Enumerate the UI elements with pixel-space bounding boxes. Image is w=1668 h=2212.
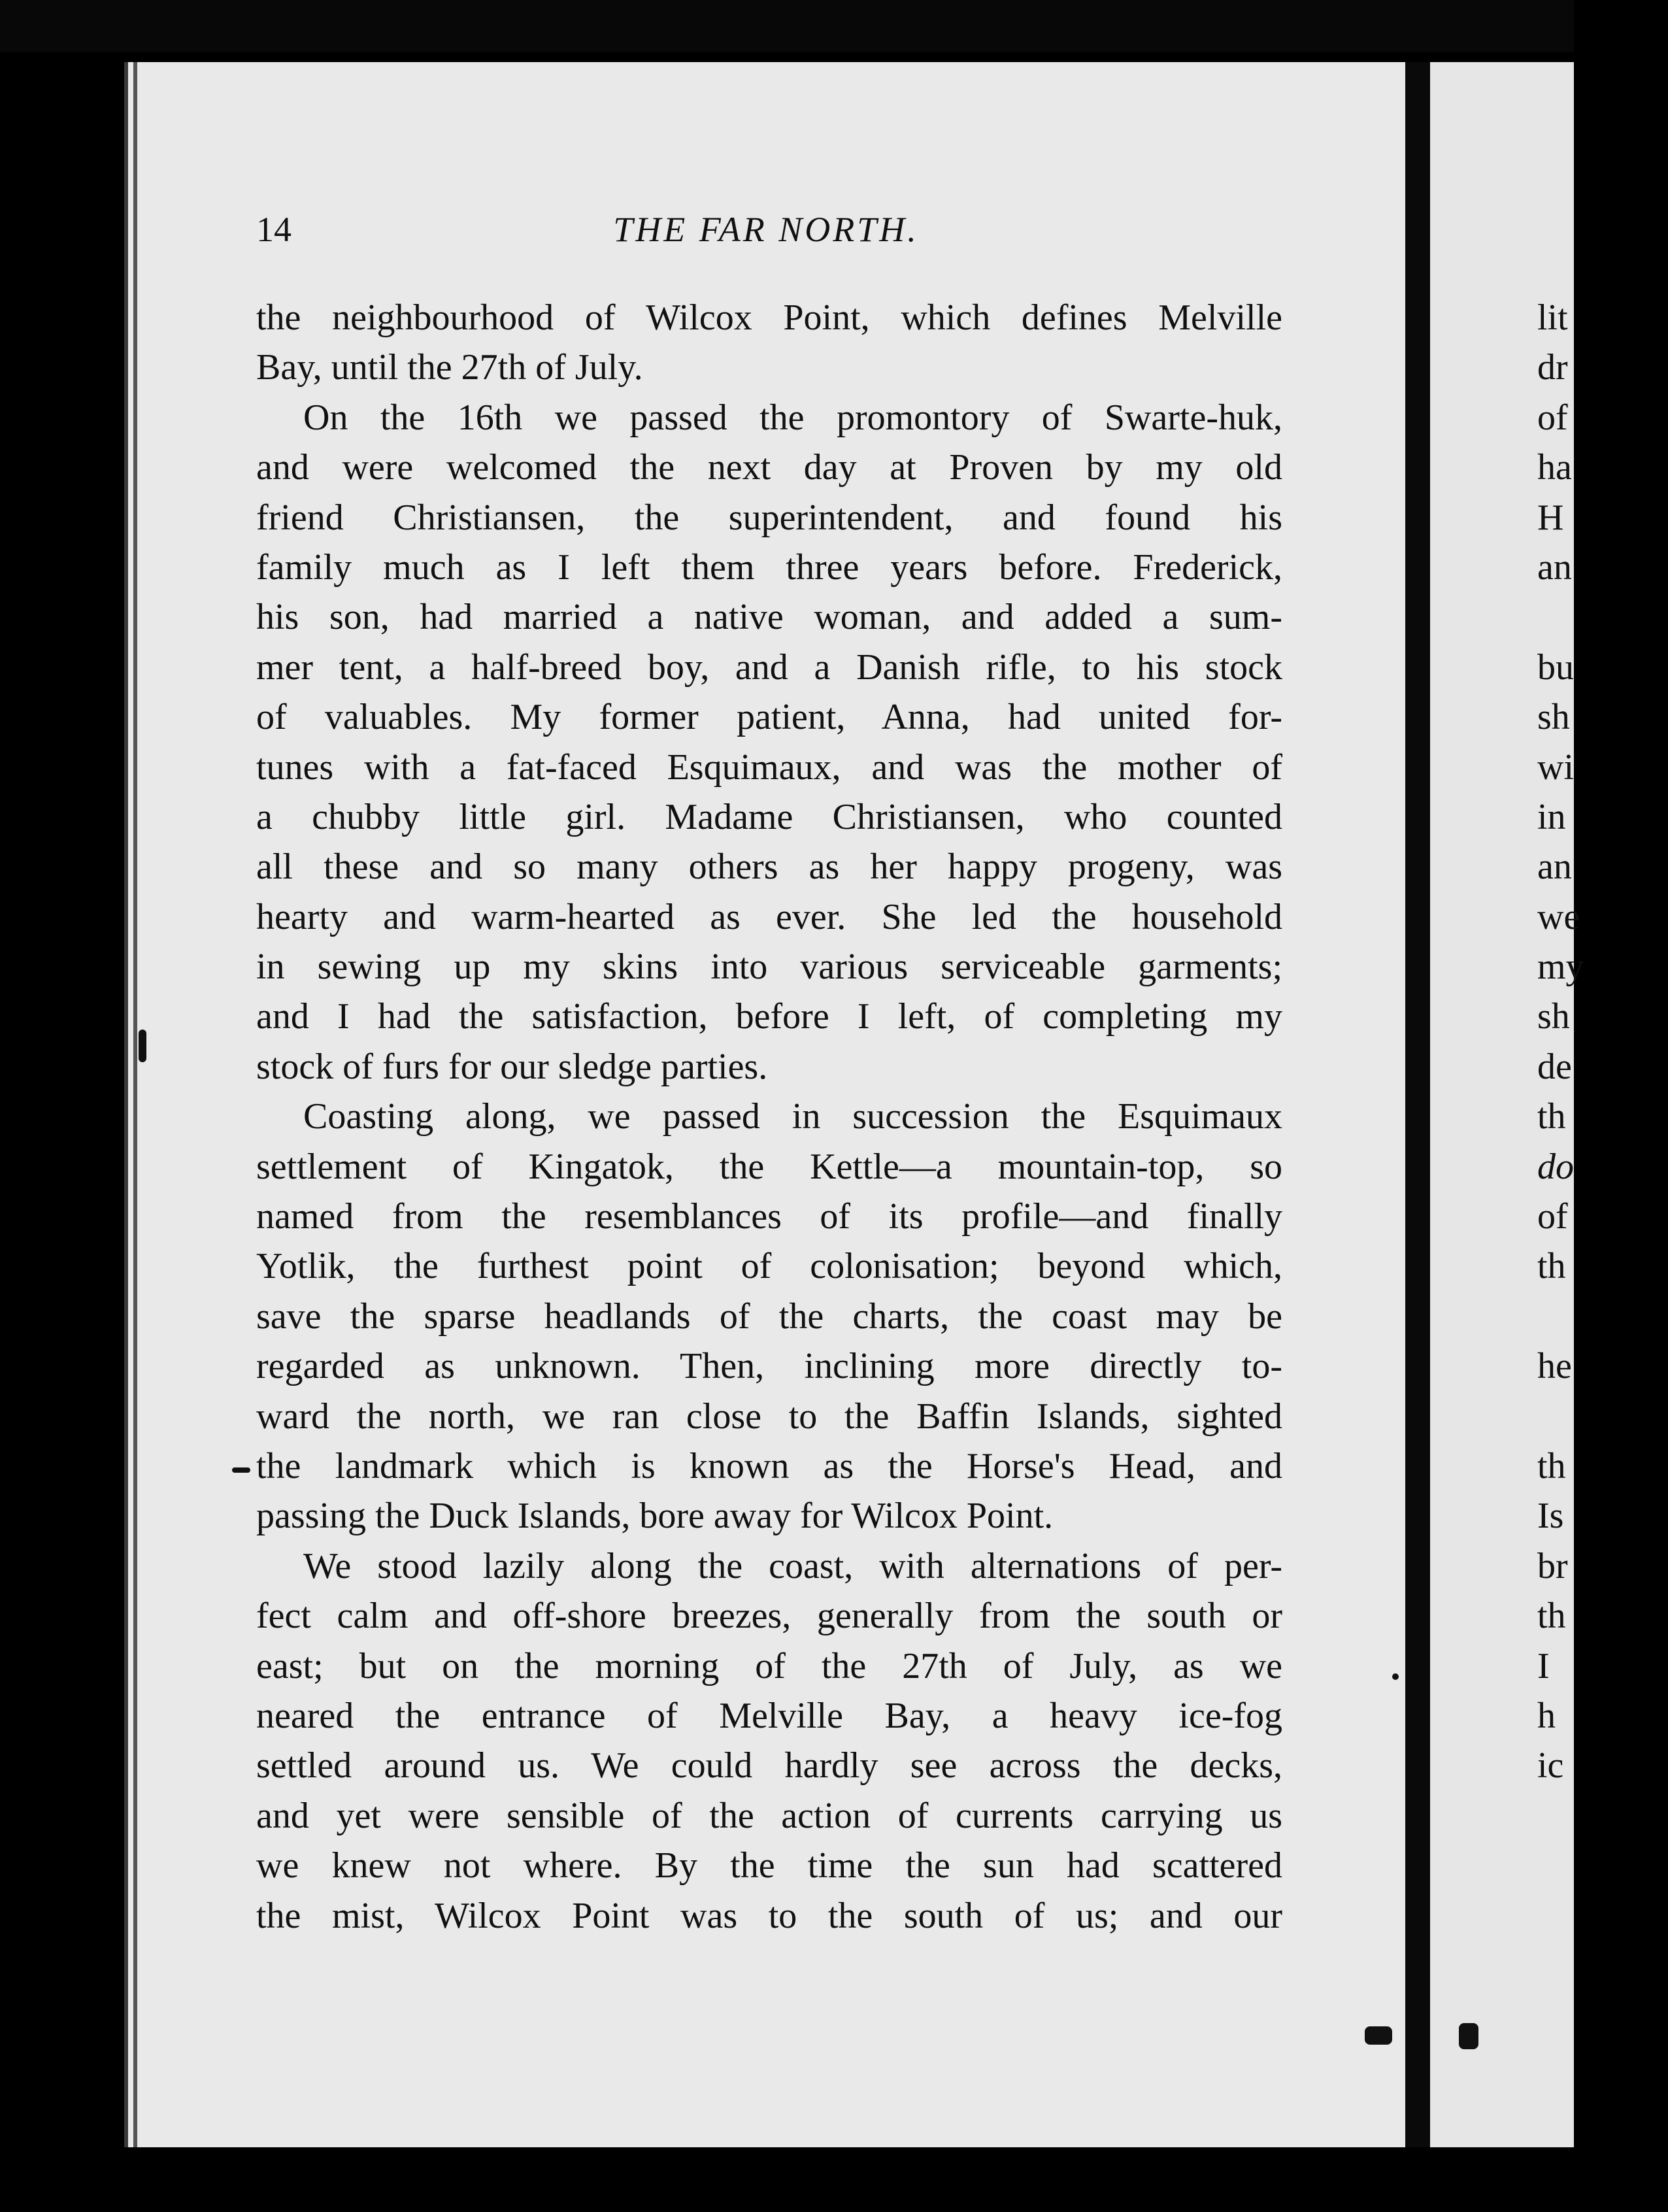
text-line: family much as I left them three years before. Frederick, bbox=[256, 546, 1282, 588]
text-line: all these and so many others as her happy progeny, was bbox=[256, 846, 1282, 888]
facing-text-line: he bbox=[1537, 1346, 1572, 1387]
text-line: we knew not where. By the time the sun had scattered bbox=[256, 1845, 1282, 1886]
text-line: friend Christiansen, the superintendent, and found his bbox=[256, 497, 1282, 538]
facing-text-line: h bbox=[1537, 1695, 1556, 1736]
facing-text-line: lit bbox=[1537, 297, 1568, 338]
facing-text-line: an bbox=[1537, 546, 1572, 588]
text-line: his son, had married a native woman, and added a sum- bbox=[256, 597, 1282, 638]
scan-speck bbox=[1459, 2023, 1478, 2049]
book-gutter bbox=[1405, 62, 1430, 2147]
text-line: named from the resemblances of its profile—and finally bbox=[256, 1196, 1282, 1237]
text-line: the landmark which is known as the Horse's Head, and bbox=[256, 1445, 1282, 1486]
text-line: settlement of Kingatok, the Kettle—a mountain-top, so bbox=[256, 1146, 1282, 1187]
text-line: settled around us. We could hardly see across the decks, bbox=[256, 1745, 1282, 1786]
scan-border-top bbox=[0, 0, 1574, 52]
scan-speck bbox=[1365, 2026, 1392, 2045]
text-line: in sewing up my skins into various serviceable garments; bbox=[256, 947, 1282, 988]
text-line: stock of furs for our sledge parties. bbox=[256, 1046, 768, 1087]
facing-text-line: th bbox=[1537, 1096, 1566, 1137]
facing-text-line: my bbox=[1537, 947, 1584, 988]
text-line: and yet were sensible of the action of currents carrying us bbox=[256, 1795, 1282, 1836]
text-line: and were welcomed the next day at Proven by my old bbox=[256, 447, 1282, 488]
facing-text-line: of bbox=[1537, 1196, 1568, 1237]
text-line: the neighbourhood of Wilcox Point, which defines Melville bbox=[256, 297, 1282, 338]
text-line: passing the Duck Islands, bore away for Wilcox Point. bbox=[256, 1496, 1054, 1537]
facing-text-line: of bbox=[1537, 397, 1568, 438]
facing-text-line: ic bbox=[1537, 1745, 1564, 1786]
facing-text-line: bu bbox=[1537, 646, 1574, 688]
text-line: hearty and warm-hearted as ever. She led the household bbox=[256, 896, 1282, 937]
facing-text-line: dr bbox=[1537, 347, 1568, 388]
text-line: east; but on the morning of the 27th of July, as we bbox=[256, 1645, 1282, 1686]
facing-text-line bbox=[1537, 1292, 1668, 1341]
text-line: neared the entrance of Melville Bay, a heavy ice-fog bbox=[256, 1695, 1282, 1736]
text-line: On the 16th we passed the promontory of Swarte-huk, bbox=[303, 397, 1282, 438]
facing-text-line: th bbox=[1537, 1246, 1566, 1287]
text-line: Yotlik, the furthest point of colonisation; beyond which, bbox=[256, 1246, 1282, 1287]
text-line: a chubby little girl. Madame Christiansen, who counted bbox=[256, 796, 1282, 837]
facing-text-line: sh bbox=[1537, 996, 1570, 1037]
facing-text-line: ha bbox=[1537, 447, 1572, 488]
text-line: and I had the satisfaction, before I left, of completing my bbox=[256, 996, 1282, 1037]
facing-text-line: wi bbox=[1537, 746, 1574, 788]
text-line: We stood lazily along the coast, with alternations of per- bbox=[303, 1545, 1282, 1586]
facing-text-line: sh bbox=[1537, 697, 1570, 738]
text-line: regarded as unknown. Then, inclining more directly to- bbox=[256, 1346, 1282, 1387]
scan-speck bbox=[139, 1030, 146, 1062]
text-line: Coasting along, we passed in succession the Esquimaux bbox=[303, 1096, 1282, 1137]
facing-text-line: an bbox=[1537, 846, 1572, 888]
facing-text-line: do bbox=[1537, 1146, 1574, 1187]
text-line: Bay, until the 27th of July. bbox=[256, 347, 643, 388]
scan-speck bbox=[1392, 1673, 1399, 1680]
text-line: mer tent, a half-breed boy, and a Danish rifle, to his stock bbox=[256, 646, 1282, 688]
facing-text-line: Is bbox=[1537, 1496, 1564, 1537]
running-title: THE FAR NORTH. bbox=[613, 210, 919, 249]
facing-text-line: de bbox=[1537, 1046, 1572, 1087]
facing-text-line: H bbox=[1537, 497, 1564, 538]
text-line: of valuables. My former patient, Anna, had united for- bbox=[256, 697, 1282, 738]
body-text bbox=[256, 293, 1282, 1941]
page-header bbox=[256, 209, 1276, 261]
facing-page-text bbox=[1537, 293, 1668, 1791]
page-number: 14 bbox=[256, 210, 292, 249]
text-line: tunes with a fat-faced Esquimaux, and was the mother of bbox=[256, 746, 1282, 788]
facing-text-line bbox=[1537, 592, 1668, 642]
facing-text-line: we bbox=[1537, 896, 1580, 937]
facing-text-line: in bbox=[1537, 796, 1566, 837]
facing-text-line bbox=[1537, 1392, 1668, 1441]
facing-text-line: I bbox=[1537, 1645, 1550, 1686]
text-line: the mist, Wilcox Point was to the south of us; and our bbox=[256, 1895, 1282, 1936]
text-line: ward the north, we ran close to the Baffin Islands, sighted bbox=[256, 1396, 1282, 1437]
facing-text-line: br bbox=[1537, 1545, 1568, 1586]
facing-text-line: th bbox=[1537, 1596, 1566, 1637]
text-line: fect calm and off-shore breezes, generally from the south or bbox=[256, 1596, 1282, 1637]
text-line: save the sparse headlands of the charts, the coast may be bbox=[256, 1296, 1282, 1337]
facing-text-line: th bbox=[1537, 1445, 1566, 1486]
scan-speck bbox=[232, 1467, 250, 1473]
